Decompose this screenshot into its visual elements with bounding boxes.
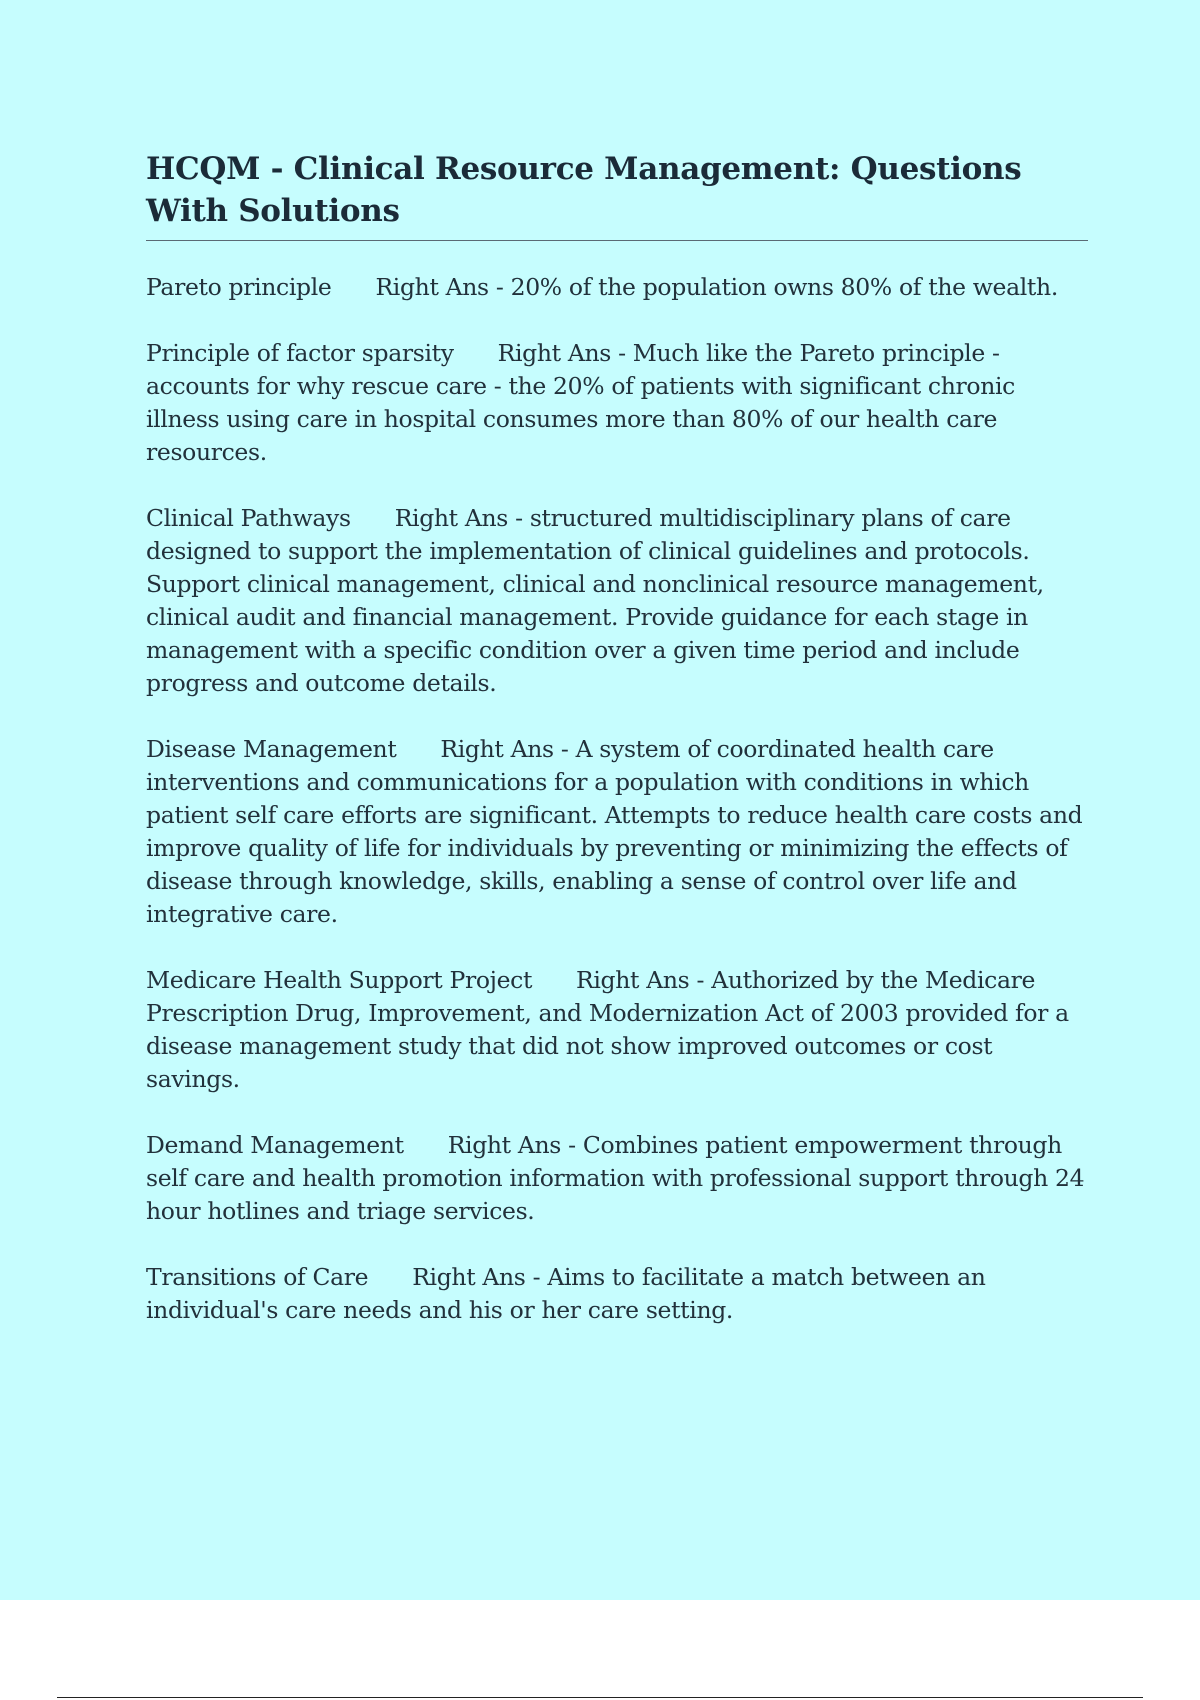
qa-entry-pareto-principle [146, 271, 1088, 304]
qa-entry-disease-management [146, 733, 1088, 931]
qa-entry-clinical-pathways [146, 502, 1088, 700]
qa-answer: Right Ans - Aims to facilitate a match between an individual's care needs and his or her care setting. [146, 1263, 986, 1324]
qa-answer: Right Ans - A system of coordinated health care interventions and communications for a population with conditions in which patient self care efforts are significant. Attempts to reduce health care costs and improve quality of life for individuals by preventing or minimizing the effects of disease through knowledge, skills, enabling a sense of control over life and integrative care. [146, 735, 1083, 928]
footer-divider [57, 1697, 1143, 1698]
qa-answer: Right Ans - structured multidisciplinary plans of care designed to support the implementation of clinical guidelines and protocols. Support clinical management, clinical and nonclinical resource management, clinical audit and financial management. Provide guidance for each stage in management with a specific condition over a given time period and include progress and outcome details. [146, 504, 1044, 697]
qa-term: Medicare Health Support Project [146, 966, 533, 994]
title-divider [146, 240, 1088, 241]
qa-entry-factor-sparsity [146, 337, 1088, 469]
qa-term: Transitions of Care [146, 1263, 369, 1291]
qa-answer: Right Ans - Authorized by the Medicare Prescription Drug, Improvement, and Modernization Act of 2003 provided for a disease management study that did not show improved outcomes or cost savings. [146, 966, 1069, 1093]
document-content [146, 148, 1088, 1360]
qa-entry-transitions-of-care [146, 1261, 1088, 1327]
qa-term: Pareto principle [146, 273, 332, 301]
qa-term: Demand Management [146, 1131, 404, 1159]
qa-entry-demand-management [146, 1129, 1088, 1228]
qa-term: Clinical Pathways [146, 504, 351, 532]
qa-answer: Right Ans - 20% of the population owns 80% of the wealth. [375, 273, 1058, 301]
document-title: HCQM - Clinical Resource Management: Questions With Solutions [146, 151, 1022, 229]
qa-answer: Right Ans - Much like the Pareto principle - accounts for why rescue care - the 20% of patients with significant chronic illness using care in hospital consumes more than 80% of our health care resources. [146, 339, 1015, 466]
qa-term: Principle of factor sparsity [146, 339, 454, 367]
qa-term: Disease Management [146, 735, 397, 763]
qa-entry-medicare-health-support [146, 964, 1088, 1096]
qa-answer: Right Ans - Combines patient empowerment through self care and health promotion information with professional support through 24 hour hotlines and triage services. [146, 1131, 1085, 1225]
